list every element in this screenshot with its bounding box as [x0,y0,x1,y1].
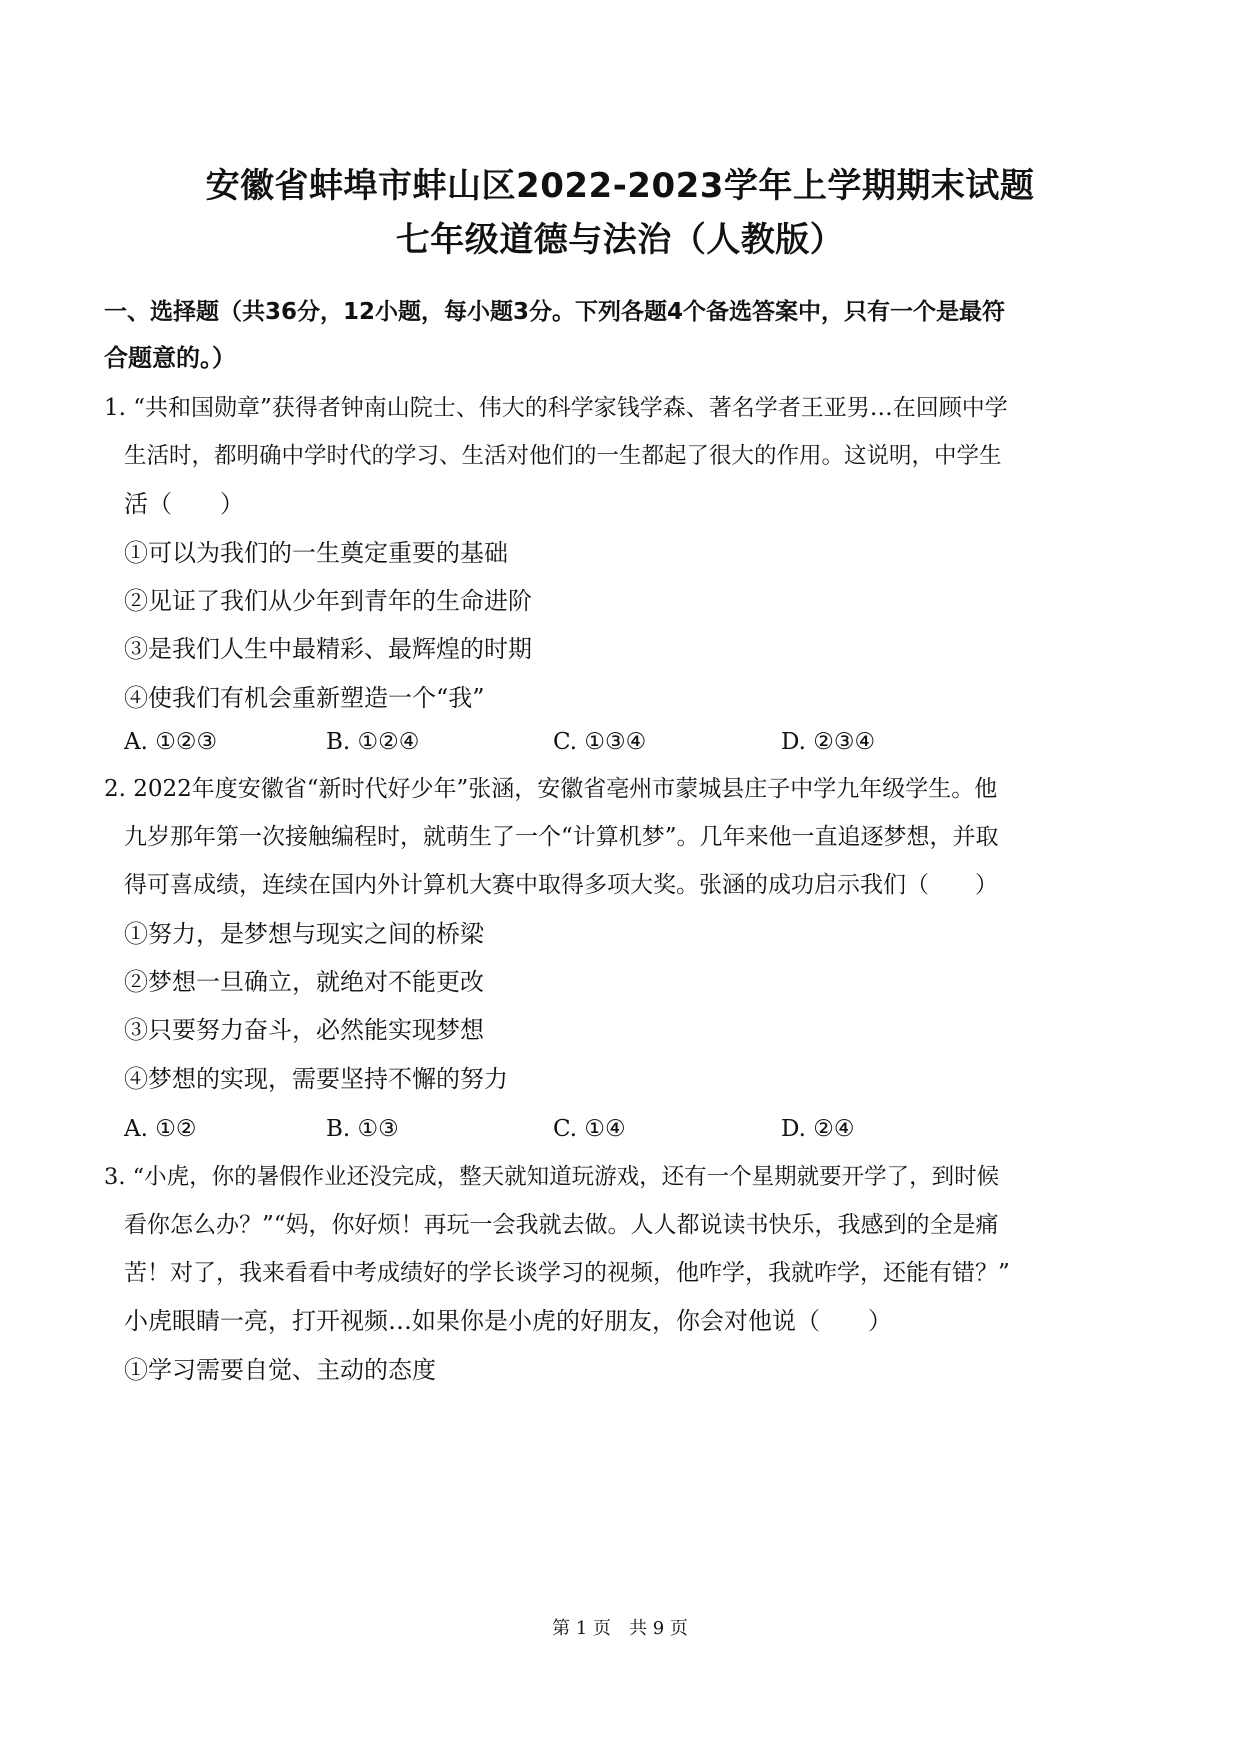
question-2-stem-line-3: 得可喜成绩，连续在国内外计算机大赛中取得多项大奖。张涵的成功启示我们（ ） [124,872,998,898]
question-1-statement: ④使我们有机会重新塑造一个“我” [124,684,485,712]
question-2-option-a: A. ①② [124,1116,197,1142]
page-footer: 第 1 页 共 9 页 [552,1618,688,1639]
question-3-stem-line-4: 小虎眼睛一亮，打开视频…如果你是小虎的好朋友，你会对他说（ ） [124,1307,892,1335]
question-2-statement: ②梦想一旦确立，就绝对不能更改 [124,968,484,996]
question-1-option-d: D. ②③④ [781,729,876,755]
question-3-stem-line-3: 苦！对了，我来看看中考成绩好的学长谈学习的视频，他咋学，我就咋学，还能有错？” [124,1260,1010,1286]
question-2-option-d: D. ②④ [781,1116,855,1142]
question-3-stem-line-2: 看你怎么办？”“妈，你好烦！再玩一会我就去做。人人都说读书快乐，我感到的全是痛 [124,1212,999,1238]
question-2-stem-line-2: 九岁那年第一次接触编程时，就萌生了一个“计算机梦”。几年来他一直追逐梦想，并取 [124,824,999,850]
question-2-stem-line-1: 2. 2022年度安徽省“新时代好少年”张涵，安徽省亳州市蒙城县庄子中学九年级学生。他 [104,776,998,802]
question-1-option-a: A. ①②③ [124,729,218,755]
question-2-statement: ④梦想的实现，需要坚持不懈的努力 [124,1065,508,1093]
question-2-statement: ③只要努力奋斗，必然能实现梦想 [124,1016,484,1044]
question-2-option-b: B. ①③ [326,1116,399,1142]
document-title: 安徽省蚌埠市蚌山区2022-2023学年上学期期末试题 [205,166,1035,206]
question-1-option-c: C. ①③④ [553,729,647,755]
question-3-statement: ①学习需要自觉、主动的态度 [124,1356,436,1384]
question-1-stem-line-3: 活（ ） [124,490,244,518]
question-2-option-c: C. ①④ [553,1116,626,1142]
question-1-statement: ③是我们人生中最精彩、最辉煌的时期 [124,635,532,663]
question-3-stem-line-1: 3. “小虎，你的暑假作业还没完成，整天就知道玩游戏，还有一个星期就要开学了，到时候 [104,1164,1000,1190]
question-1-option-b: B. ①②④ [326,729,420,755]
question-1-statement: ①可以为我们的一生奠定重要的基础 [124,539,508,567]
document-subtitle: 七年级道德与法治（人教版） [395,220,845,260]
section-heading-line-2: 合题意的。） [104,344,236,372]
section-heading-line-1: 一、选择题（共36分，12小题，每小题3分。下列各题4个备选答案中，只有一个是最符 [104,299,1006,325]
question-1-stem-line-2: 生活时，都明确中学时代的学习、生活对他们的一生都起了很大的作用。这说明，中学生 [124,443,1002,469]
question-1-stem-line-1: 1. “共和国勋章”获得者钟南山院士、伟大的科学家钱学森、著名学者王亚男…在回顾中学 [104,395,1008,421]
question-2-statement: ①努力，是梦想与现实之间的桥梁 [124,920,484,948]
question-1-statement: ②见证了我们从少年到青年的生命进阶 [124,587,532,615]
